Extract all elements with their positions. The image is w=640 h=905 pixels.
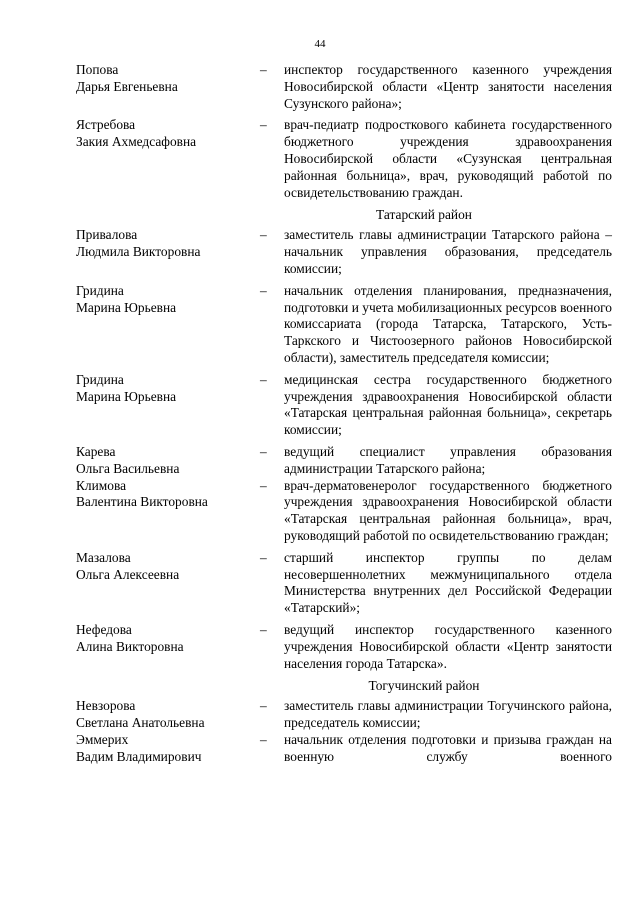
district-heading: Тогучинский район bbox=[368, 678, 480, 694]
member-entry bbox=[76, 227, 612, 277]
member-surname: Эммерих bbox=[76, 731, 129, 747]
member-name bbox=[76, 372, 260, 439]
member-surname: Гридина bbox=[76, 371, 124, 387]
dash: – bbox=[260, 443, 267, 459]
member-name bbox=[76, 550, 260, 617]
member-position: начальник отделения подготовки и призыва граждан на военную службу военного bbox=[284, 731, 612, 764]
member-surname: Карева bbox=[76, 443, 116, 459]
member-entry bbox=[76, 283, 612, 367]
member-entry bbox=[76, 372, 612, 439]
member-position: старший инспектор группы по делам несовершеннолетних межмуниципального отдела Министерства внутренних дел Российской Федерации «Татарский»; bbox=[284, 549, 612, 616]
member-position: врач-дерматовенеролог государственного бюджетного учреждения здравоохранения Новосибирской области «Татарская центральная районная больница», врач, руководящий работой по освидетельствованию граждан; bbox=[284, 477, 612, 543]
member-surname: Климова bbox=[76, 477, 127, 493]
page-number: 44 bbox=[314, 38, 326, 50]
dash: – bbox=[260, 62, 267, 77]
dash: – bbox=[260, 698, 267, 714]
member-given-names: Дарья Евгеньевна bbox=[76, 78, 178, 94]
member-surname: Привалова bbox=[76, 227, 138, 243]
member-position: ведущий инспектор государственного казенного учреждения Новосибирской области «Центр занятости населения города Татарска». bbox=[284, 621, 612, 671]
member-given-names: Светлана Анатольевна bbox=[76, 715, 205, 731]
member-name bbox=[76, 478, 260, 545]
member-position: заместитель главы администрации Тогучинского района, председатель комиссии; bbox=[284, 698, 612, 731]
member-entry bbox=[76, 732, 612, 766]
commission-list bbox=[76, 62, 612, 765]
member-given-names: Ольга Алексеевна bbox=[76, 566, 180, 582]
member-entry bbox=[76, 622, 612, 672]
member-surname: Невзорова bbox=[76, 698, 136, 714]
member-name bbox=[76, 227, 260, 277]
member-given-names: Алина Викторовна bbox=[76, 638, 184, 654]
member-surname: Нефедова bbox=[76, 621, 132, 637]
member-name bbox=[76, 62, 260, 112]
dash: – bbox=[260, 117, 267, 133]
dash: – bbox=[260, 371, 267, 387]
member-position: заместитель главы администрации Татарского района – начальник управления образования, председатель комиссии; bbox=[284, 227, 612, 276]
member-name bbox=[76, 622, 260, 672]
member-given-names: Людмила Викторовна bbox=[76, 244, 201, 260]
member-name bbox=[76, 444, 260, 478]
dash: – bbox=[260, 731, 267, 747]
member-position: начальник отделения планирования, предназначения, подготовки и учета мобилизационных ресурсов военного комиссариата (города Татарска, Татарского, Усть-Таркского и Чистоозерного районов Новосибирской области), заместитель председателя комиссии; bbox=[284, 282, 612, 365]
member-entry bbox=[76, 444, 612, 478]
dash: – bbox=[260, 477, 267, 493]
member-surname: Мазалова bbox=[76, 549, 131, 565]
member-name bbox=[76, 117, 260, 201]
member-name bbox=[76, 732, 260, 766]
member-given-names: Валентина Викторовна bbox=[76, 494, 208, 510]
dash: – bbox=[260, 621, 267, 637]
dash: – bbox=[260, 549, 267, 565]
member-entry bbox=[76, 550, 612, 617]
member-position: ведущий специалист управления образования администрации Татарского района; bbox=[284, 443, 612, 476]
member-surname: Ястребова bbox=[76, 117, 136, 133]
member-position: инспектор государственного казенного учреждения Новосибирской области «Центр занятости населения Сузунского района»; bbox=[284, 62, 612, 111]
member-name bbox=[76, 698, 260, 732]
member-position: медицинская сестра государственного бюджетного учреждения здравоохранения Новосибирской области «Татарская центральная районная больница», секретарь комиссии; bbox=[284, 371, 612, 438]
member-surname: Гридина bbox=[76, 282, 124, 298]
member-given-names: Марина Юрьевна bbox=[76, 299, 177, 315]
member-given-names: Марина Юрьевна bbox=[76, 388, 177, 404]
member-surname: Попова bbox=[76, 62, 119, 77]
dash: – bbox=[260, 282, 267, 298]
member-given-names: Ольга Васильевна bbox=[76, 460, 180, 476]
district-heading: Татарский район bbox=[376, 207, 472, 223]
member-entry bbox=[76, 62, 612, 112]
member-entry bbox=[76, 117, 612, 201]
member-position: врач-педиатр подросткового кабинета государственного бюджетного учреждения здравоохранения Новосибирской области «Сузунская центральная районная больница», врач, руководящий работой по освидетельствованию граждан. bbox=[284, 117, 612, 200]
member-given-names: Закия Ахмедсафовна bbox=[76, 134, 197, 150]
member-entry bbox=[76, 698, 612, 732]
member-name bbox=[76, 283, 260, 367]
member-entry bbox=[76, 478, 612, 545]
dash: – bbox=[260, 227, 267, 243]
member-given-names: Вадим Владимирович bbox=[76, 748, 202, 764]
